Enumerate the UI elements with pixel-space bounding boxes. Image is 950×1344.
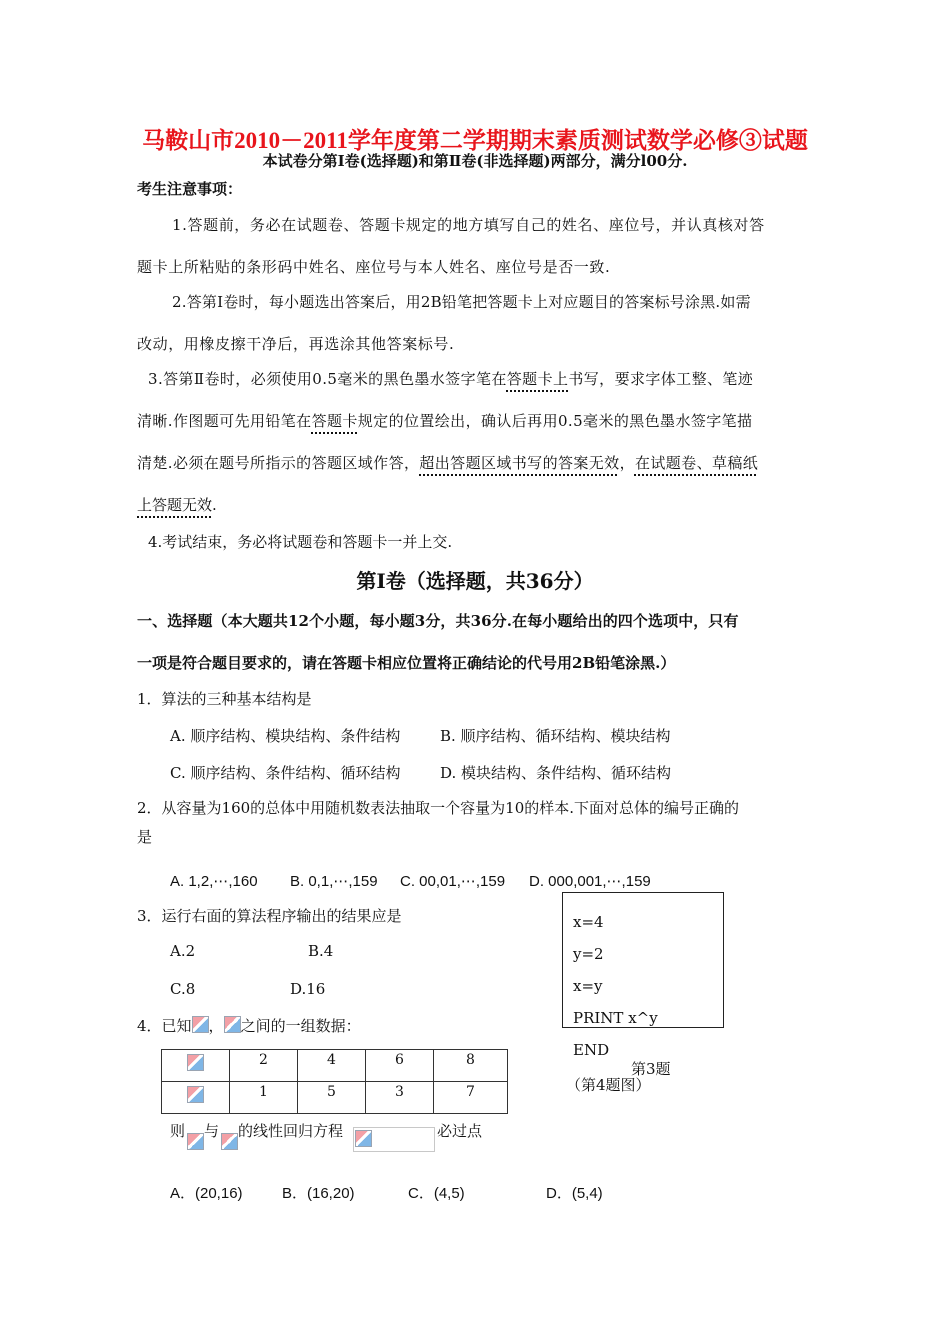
table-cell: 1 bbox=[230, 1082, 298, 1114]
q4-option-a: A．(20,16) bbox=[170, 1185, 243, 1202]
table-row bbox=[162, 1050, 508, 1082]
notice-item-4: 4.考试结束，务必将试题卷和答题卡一并上交. bbox=[148, 533, 453, 551]
q4-stem bbox=[137, 1015, 361, 1036]
q1-option-a: A. 顺序结构、模块结构、条件结构 bbox=[170, 727, 401, 745]
table-cell: 8 bbox=[434, 1050, 508, 1082]
emphasis-run: 在试题卷、草稿纸 bbox=[634, 454, 759, 472]
text-run: 规定的位置绘出，确认后再用0.5毫米的黑色墨水签字笔描 bbox=[357, 412, 753, 430]
table-cell: 6 bbox=[366, 1050, 434, 1082]
q4-caption: （第4题图） bbox=[566, 1076, 651, 1094]
emphasis-run: 上答题无效 bbox=[137, 496, 213, 514]
text-run: 4．已知 bbox=[137, 1017, 192, 1035]
code-line: END bbox=[573, 1041, 610, 1059]
code-line: x=4 bbox=[573, 913, 604, 931]
notice-item-3-line-4 bbox=[137, 494, 217, 515]
q2-stem-line-2: 是 bbox=[137, 828, 153, 846]
emphasis-run: 超出答题区域书写的答案无效 bbox=[419, 454, 620, 472]
table-cell: 4 bbox=[298, 1050, 366, 1082]
q3-caption: 第3题 bbox=[631, 1060, 671, 1078]
notice-item-3-line-1 bbox=[148, 368, 753, 389]
q2-option-b: B. 0,1,⋯,159 bbox=[290, 873, 378, 890]
emphasis-run: 答题卡 bbox=[311, 412, 358, 430]
notice-heading: 考生注意事项： bbox=[137, 180, 243, 198]
q3-stem: 3．运行右面的算法程序输出的结果应是 bbox=[137, 907, 402, 925]
q1-option-c: C. 顺序结构、条件结构、循环结构 bbox=[170, 764, 401, 782]
q2-stem-line-1: 2．从容量为160的总体中用随机数表法抽取一个容量为10的样本.下面对总体的编号正确的 bbox=[137, 799, 740, 817]
table-header-cell bbox=[162, 1082, 230, 1114]
q4-data-table bbox=[161, 1049, 508, 1114]
text-run: ， bbox=[619, 454, 635, 472]
formula-image-icon bbox=[192, 1016, 209, 1033]
formula-image-icon bbox=[187, 1133, 204, 1150]
q2-option-c: C. 00,01,⋯,159 bbox=[400, 873, 506, 890]
text-run: 清晰.作图题可先用铅笔在 bbox=[137, 412, 312, 430]
table-header-cell bbox=[162, 1050, 230, 1082]
text-run: ， bbox=[208, 1017, 224, 1035]
formula-image-icon bbox=[221, 1133, 238, 1150]
text-run: 书写，要求字体工整、笔迹 bbox=[568, 370, 754, 388]
exam-subtitle: 本试卷分第Ⅰ卷(选择题)和第Ⅱ卷(非选择题)两部分，满分l00分. bbox=[262, 152, 688, 170]
notice-item-2-line-1: 2.答第Ⅰ卷时，每小题选出答案后，用2B铅笔把答题卡上对应题目的答案标号涂黑.如需 bbox=[172, 293, 751, 311]
q4-option-d: D．(5,4) bbox=[546, 1185, 603, 1202]
q3-option-c: C.8 bbox=[170, 980, 196, 998]
exam-title: 马鞍山市2010－2011学年度第二学期期末素质测试数学必修③试题 bbox=[142, 128, 808, 153]
code-line: y=2 bbox=[573, 945, 604, 963]
q4-text-passes: 必过点 bbox=[437, 1122, 483, 1140]
code-line: x=y bbox=[573, 977, 603, 995]
part1-heading-line-1: 一、选择题（本大题共12个小题，每小题3分，共36分.在每小题给出的四个选项中，只有 bbox=[137, 612, 739, 630]
formula-image-icon bbox=[224, 1016, 241, 1033]
q4-text-regression: 的线性回归方程 bbox=[238, 1122, 344, 1140]
q4-text-and: 与 bbox=[204, 1122, 220, 1140]
table-cell: 3 bbox=[366, 1082, 434, 1114]
q3-option-b: B.4 bbox=[308, 942, 334, 960]
text-run: 之间的一组数据： bbox=[240, 1017, 361, 1035]
q3-option-d: D.16 bbox=[290, 980, 326, 998]
notice-item-1-line-1: 1.答题前，务必在试题卷、答题卡规定的地方填写自己的姓名、座位号，并认真核对答 bbox=[172, 216, 765, 234]
formula-image-icon bbox=[187, 1054, 204, 1071]
table-cell: 5 bbox=[298, 1082, 366, 1114]
text-run: . bbox=[212, 496, 217, 514]
q1-option-b: B. 顺序结构、循环结构、模块结构 bbox=[440, 727, 671, 745]
notice-item-1-line-2: 题卡上所粘贴的条形码中姓名、座位号与本人姓名、座位号是否一致. bbox=[137, 258, 611, 276]
notice-item-3-line-2 bbox=[137, 410, 752, 431]
part1-heading-line-2: 一项是符合题目要求的，请在答题卡相应位置将正确结论的代号用2B铅笔涂黑.） bbox=[137, 654, 676, 672]
section-title: 第Ⅰ卷（选择题，共36分） bbox=[356, 569, 594, 593]
q2-option-a: A. 1,2,⋯,160 bbox=[170, 873, 258, 890]
q4-option-c: C．(4,5) bbox=[408, 1185, 465, 1202]
q1-stem: 1．算法的三种基本结构是 bbox=[137, 690, 312, 708]
code-line: PRINT x^y bbox=[573, 1009, 658, 1027]
q3-option-a: A.2 bbox=[170, 942, 196, 960]
text-run: 3.答第Ⅱ卷时，必须使用0.5毫米的黑色墨水签字笔在 bbox=[148, 370, 507, 388]
table-cell: 2 bbox=[230, 1050, 298, 1082]
q4-text-then: 则 bbox=[170, 1122, 186, 1140]
notice-item-2-line-2: 改动，用橡皮擦干净后，再选涂其他答案标号. bbox=[137, 335, 455, 353]
q2-option-d: D. 000,001,⋯,159 bbox=[529, 873, 651, 890]
text-run: 清楚.必须在题号所指示的答题区域作答， bbox=[137, 454, 420, 472]
emphasis-run: 答题卡上 bbox=[506, 370, 569, 388]
q4-option-b: B．(16,20) bbox=[282, 1185, 355, 1202]
table-cell: 7 bbox=[434, 1082, 508, 1114]
q1-option-d: D. 模块结构、条件结构、循环结构 bbox=[440, 764, 672, 782]
formula-image-icon bbox=[187, 1086, 204, 1103]
table-row bbox=[162, 1082, 508, 1114]
notice-item-3-line-3 bbox=[137, 452, 758, 473]
formula-image-icon bbox=[355, 1130, 372, 1147]
